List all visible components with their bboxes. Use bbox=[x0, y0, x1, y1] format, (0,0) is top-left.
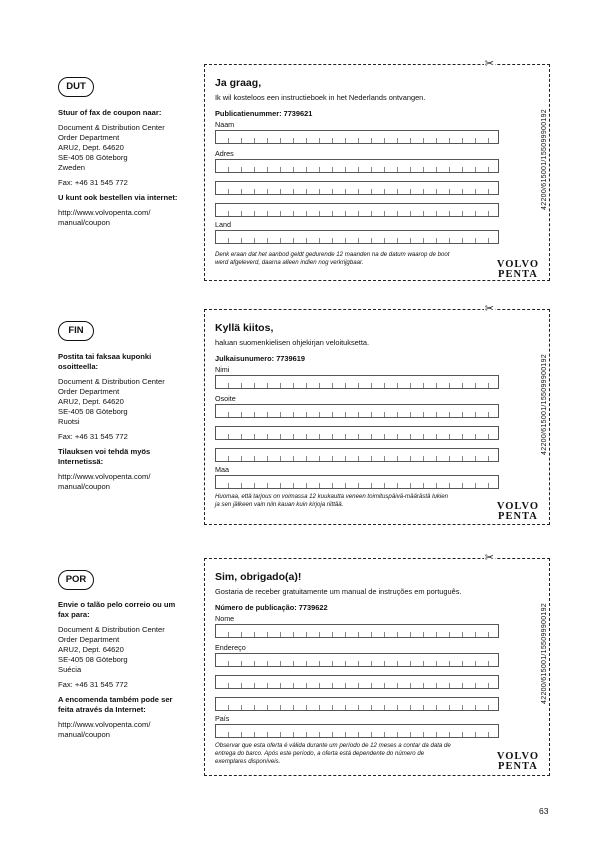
offer-note: Huomaa, että tarjous on voimassa 12 kuukautta veneen toimituspäivä-määrästä lukien ja sen jälkeen vain niin kauan kuin kirjoja riittää. bbox=[215, 493, 449, 508]
postal-address: Document & Distribution Center Order Department ARU2, Dept. 64620 SE-405 08 Göteborg Suécia bbox=[58, 625, 165, 674]
order-url[interactable]: http://www.volvopenta.com/ manual/coupon bbox=[58, 472, 151, 491]
side-code: 42200/615001/155099900192 bbox=[541, 354, 548, 455]
volvo-penta-logo: VOLVO PENTA bbox=[496, 259, 539, 280]
order-info bbox=[58, 352, 188, 497]
address-field-1[interactable] bbox=[215, 404, 499, 418]
country-field[interactable] bbox=[215, 475, 499, 489]
coupon-subtitle: Gostaria de receber gratuitamente um manual de instruções em português. bbox=[215, 587, 462, 596]
volvo-penta-logo: VOLVO PENTA bbox=[496, 751, 539, 772]
fax-number: Fax: +46 31 545 772 bbox=[58, 680, 128, 689]
coupon-form bbox=[204, 58, 550, 281]
page-number: 63 bbox=[539, 806, 549, 816]
coupon-title: Ja graag, bbox=[215, 77, 262, 89]
coupon-title: Sim, obrigado(a)! bbox=[215, 571, 302, 583]
coupon-form bbox=[204, 303, 550, 525]
publication-number: Publicatienummer: 7739621 bbox=[215, 109, 313, 118]
internet-heading: A encomenda também pode ser feita através da Internet: bbox=[58, 695, 173, 714]
name-label: Nome bbox=[215, 614, 235, 623]
scissors-icon: ✂ bbox=[484, 303, 494, 315]
order-info bbox=[58, 600, 188, 745]
internet-heading: U kunt ook bestellen via internet: bbox=[58, 193, 178, 202]
address-field-3[interactable] bbox=[215, 203, 499, 217]
offer-note: Denk eraan dat het aanbod geldt gedurende 12 maanden na de datum waarop de boot werd afgeleverd, daarna alleen indien nog verkrijgbaar. bbox=[215, 251, 450, 266]
address-label: Endereço bbox=[215, 643, 246, 652]
country-label: Maa bbox=[215, 465, 229, 474]
name-field[interactable] bbox=[215, 375, 499, 389]
address-field-2[interactable] bbox=[215, 675, 499, 689]
publication-number: Julkaisunumero: 7739619 bbox=[215, 354, 305, 363]
address-label: Osoite bbox=[215, 394, 236, 403]
coupon-subtitle: Ik wil kosteloos een instructieboek in het Nederlands ontvangen. bbox=[215, 93, 426, 102]
postal-address: Document & Distribution Center Order Department ARU2, Dept. 64620 SE-405 08 Göteborg Zweden bbox=[58, 123, 165, 172]
language-badge: DUT bbox=[58, 77, 94, 97]
address-field-3[interactable] bbox=[215, 697, 499, 711]
address-field-2[interactable] bbox=[215, 181, 499, 195]
order-url[interactable]: http://www.volvopenta.com/ manual/coupon bbox=[58, 208, 151, 227]
address-field-1[interactable] bbox=[215, 653, 499, 667]
internet-heading: Tilauksen voi tehdä myös Internetissä: bbox=[58, 447, 151, 466]
address-label: Adres bbox=[215, 149, 234, 158]
coupon-title: Kyllä kiitos, bbox=[215, 322, 274, 334]
name-label: Nimi bbox=[215, 365, 230, 374]
fax-number: Fax: +46 31 545 772 bbox=[58, 178, 128, 187]
side-code: 42200/615001/155099900192 bbox=[541, 109, 548, 210]
scissors-icon: ✂ bbox=[484, 552, 494, 564]
name-field[interactable] bbox=[215, 624, 499, 638]
language-badge: FIN bbox=[58, 321, 94, 341]
offer-note: Observar que esta oferta é válida durante um período de 12 meses a contar da data de entrega do barco. Após este período, a oferta está dependente do número de exemplares disponíveis. bbox=[215, 742, 451, 765]
address-field-2[interactable] bbox=[215, 426, 499, 440]
coupon-form bbox=[204, 552, 550, 776]
order-url[interactable]: http://www.volvopenta.com/ manual/coupon bbox=[58, 720, 151, 739]
name-label: Naam bbox=[215, 120, 235, 129]
coupon-subtitle: haluan suomenkielisen ohjekirjan veloituksetta. bbox=[215, 338, 370, 347]
address-field-1[interactable] bbox=[215, 159, 499, 173]
country-field[interactable] bbox=[215, 230, 499, 244]
country-label: Land bbox=[215, 220, 231, 229]
order-info bbox=[58, 108, 188, 233]
info-heading: Stuur of fax de coupon naar: bbox=[58, 108, 162, 117]
language-badge: POR bbox=[58, 570, 94, 590]
info-heading: Envie o talão pelo correio ou um fax para: bbox=[58, 600, 176, 619]
publication-number: Número de publicação: 7739622 bbox=[215, 603, 328, 612]
info-heading: Postita tai faksaa kuponki osoitteella: bbox=[58, 352, 152, 371]
volvo-penta-logo: VOLVO PENTA bbox=[496, 501, 539, 522]
postal-address: Document & Distribution Center Order Department ARU2, Dept. 64620 SE-405 08 Göteborg Ruotsi bbox=[58, 377, 165, 426]
fax-number: Fax: +46 31 545 772 bbox=[58, 432, 128, 441]
country-label: País bbox=[215, 714, 230, 723]
name-field[interactable] bbox=[215, 130, 499, 144]
country-field[interactable] bbox=[215, 724, 499, 738]
side-code: 42200/615001/155099900192 bbox=[541, 603, 548, 704]
address-field-3[interactable] bbox=[215, 448, 499, 462]
scissors-icon: ✂ bbox=[484, 58, 494, 70]
